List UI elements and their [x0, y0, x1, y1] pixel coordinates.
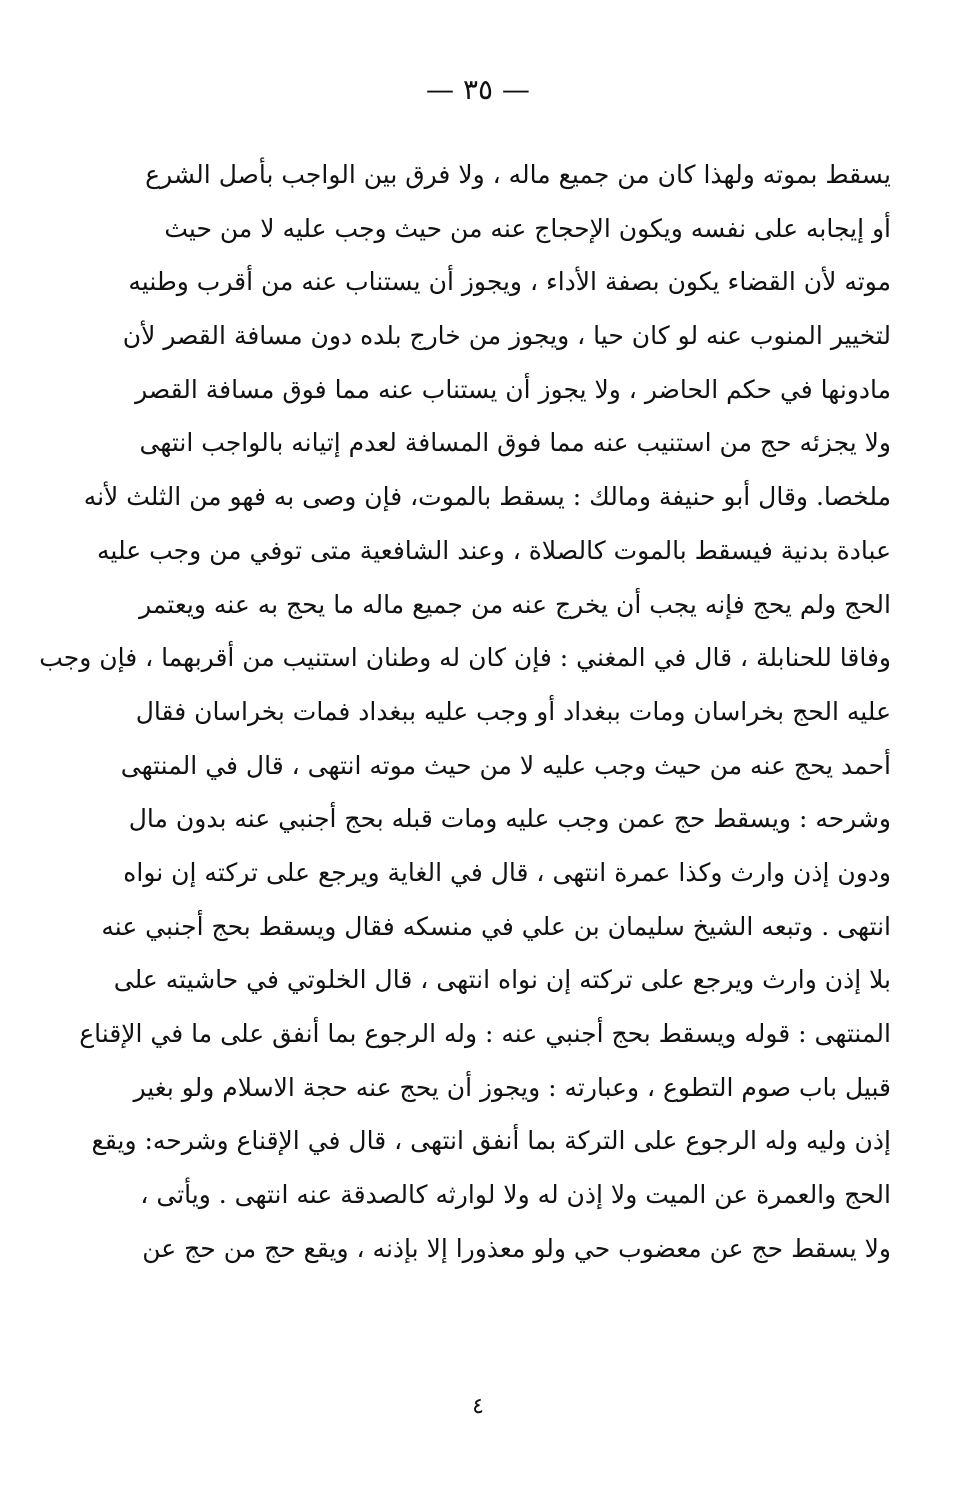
body-text: [39, 148, 891, 1275]
signature-mark: ٤: [472, 1394, 484, 1419]
text-line: عبادة بدنية فيسقط بالموت كالصلاة ، وعند الشافعية متى توفي من وجب عليه: [97, 535, 891, 565]
text-line: موته لأن القضاء يكون بصفة الأداء ، ويجوز أن يستناب عنه من أقرب وطنيه: [128, 267, 891, 297]
text-line: الحج والعمرة عن الميت ولا إذن له ولا لوارثه كالصدقة عنه انتهى . ويأتى ،: [140, 1180, 891, 1210]
text-line: لتخيير المنوب عنه لو كان حيا ، ويجوز من خارج بلده دون مسافة القصر لأن: [122, 321, 891, 351]
text-line: أحمد يحج عنه من حيث وجب عليه لا من حيث موته انتهى ، قال في المنتهى: [120, 750, 891, 780]
text-line: ملخصا. وقال أبو حنيفة ومالك : يسقط بالموت، فإن وصى به فهو من الثلث لأنه: [83, 482, 891, 512]
text-line: ولا يجزئه حج من استنيب عنه مما فوق المسافة لعدم إتيانه بالواجب انتهى: [139, 428, 891, 458]
text-line: عليه الحج بخراسان ومات ببغداد أو وجب عليه ببغداد فمات بخراسان فقال: [135, 696, 891, 726]
text-line: المنتهى : قوله ويسقط بحج أجنبي عنه : وله الرجوع بما أنفق على ما في الإقناع: [79, 1019, 891, 1048]
text-line: مادونها في حكم الحاضر ، ولا يجوز أن يستناب عنه مما فوق مسافة القصر: [135, 374, 891, 404]
text-line: وشرحه : ويسقط حج عمن وجب عليه ومات قبله بحج أجنبي عنه بدون مال: [128, 804, 891, 834]
text-line: يسقط بموته ولهذا كان من جميع ماله ، ولا فرق بين الواجب بأصل الشرع: [145, 160, 891, 189]
page-number: — ٣٥ —: [426, 73, 530, 106]
text-line: ولا يسقط حج عن معضوب حي ولو معذورا إلا بإذنه ، ويقع حج من حج عن: [142, 1233, 891, 1263]
text-line: انتهى . وتبعه الشيخ سليمان بن علي في منسكه فقال ويسقط بحج أجنبي عنه: [101, 911, 891, 941]
text-line: الحج ولم يحج فإنه يجب أن يخرج عنه من جميع ماله ما يحج به عنه ويعتمر: [139, 589, 891, 619]
text-line: ودون إذن وارث وكذا عمرة انتهى ، قال في الغاية ويرجع على تركته إن نواه: [123, 857, 891, 887]
text-line: قبيل باب صوم التطوع ، وعبارته : ويجوز أن يحج عنه حجة الاسلام ولو بغير: [133, 1072, 891, 1102]
text-line: إذن وليه وله الرجوع على التركة بما أنفق انتهى ، قال في الإقناع وشرحه: ويقع: [91, 1126, 891, 1156]
text-line: وفاقا للحنابلة ، قال في المغني : فإن كان له وطنان استنيب من أقربهما ، فإن وجب: [39, 643, 891, 673]
text-line: بلا إذن وارث ويرجع على تركته إن نواه انتهى ، قال الخلوتي في حاشيته على: [113, 965, 891, 995]
text-line: أو إيجابه على نفسه ويكون الإحجاج عنه من حيث وجب عليه لا من حيث: [164, 213, 891, 243]
